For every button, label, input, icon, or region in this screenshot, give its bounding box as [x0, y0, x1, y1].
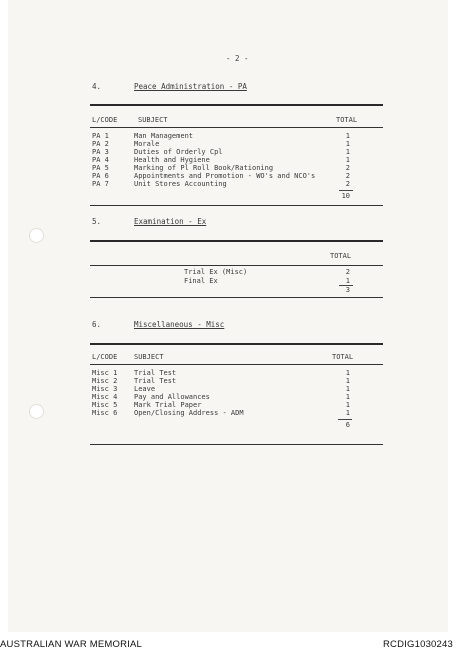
table-cell-subject: Trial Test	[134, 369, 177, 377]
sum-rule	[339, 190, 353, 191]
section-number: 6.	[92, 320, 102, 329]
column-header-code: L/CODE	[92, 116, 118, 124]
table-cell-total: 2	[345, 164, 350, 172]
table-cell-total: 1	[345, 377, 350, 385]
section-number: 4.	[92, 82, 102, 91]
table-cell-total: 2	[345, 180, 350, 188]
table-cell-total: 2	[345, 268, 350, 276]
table-rule	[90, 444, 383, 445]
column-header-total: TOTAL	[330, 252, 352, 260]
table-rule	[90, 240, 383, 242]
table-cell-subject: Morale	[134, 140, 160, 148]
table-rule	[90, 205, 383, 206]
table-cell-total: 1	[345, 369, 350, 377]
section-sum: 10	[341, 192, 350, 200]
table-cell-subject: Marking of Pl Roll Book/Rationing	[134, 164, 274, 172]
table-cell-total: 1	[345, 277, 350, 285]
table-cell-subject: Open/Closing Address - ADM	[134, 409, 244, 417]
sum-rule	[338, 419, 352, 420]
table-cell-code: PA 2	[92, 140, 109, 148]
table-cell-code: Misc 6	[92, 409, 118, 417]
section-number: 5.	[92, 217, 102, 226]
table-cell-code: Misc 3	[92, 385, 118, 393]
section-title: Examination - Ex	[134, 217, 207, 226]
column-header-total: TOTAL	[336, 116, 358, 124]
table-cell-total: 1	[345, 132, 350, 140]
table-cell-subject: Appointments and Promotion - WO's and NCO's	[134, 172, 316, 180]
punch-hole	[29, 404, 44, 419]
table-rule	[90, 297, 383, 298]
table-rule	[90, 265, 383, 266]
table-cell-code: Misc 1	[92, 369, 118, 377]
section-title: Peace Administration - PA	[134, 82, 247, 91]
table-cell-code: PA 1	[92, 132, 109, 140]
table-cell-total: 1	[345, 385, 350, 393]
footer-archive-name: AUSTRALIAN WAR MEMORIAL	[0, 639, 143, 650]
footer-record-id: RCDIG1030243	[383, 639, 453, 650]
table-rule	[90, 104, 383, 106]
page-number: - 2 -	[226, 54, 249, 63]
table-cell-code: PA 6	[92, 172, 109, 180]
table-cell-subject: Man Management	[134, 132, 194, 140]
table-cell-total: 1	[345, 393, 350, 401]
section-title: Miscellaneous - Misc	[134, 320, 225, 329]
table-cell-total: 1	[345, 148, 350, 156]
table-cell-code: Misc 2	[92, 377, 118, 385]
column-header-code: L/CODE	[92, 353, 118, 361]
table-cell-subject: Health and Hygiene	[134, 156, 210, 164]
table-cell-subject: Mark Trial Paper	[134, 401, 202, 409]
table-cell-total: 1	[345, 401, 350, 409]
table-rule	[90, 127, 383, 128]
table-cell-code: PA 7	[92, 180, 109, 188]
column-header-subject: SUBJECT	[138, 116, 168, 124]
table-cell-code: Misc 4	[92, 393, 118, 401]
table-cell-total: 2	[345, 172, 350, 180]
column-header-total: TOTAL	[332, 353, 354, 361]
table-cell-code: PA 3	[92, 148, 109, 156]
section-sum: 6	[345, 421, 350, 429]
table-cell-code: Misc 5	[92, 401, 118, 409]
table-cell-total: 1	[345, 140, 350, 148]
table-cell-code: PA 4	[92, 156, 109, 164]
table-cell-subject: Pay and Allowances	[134, 393, 210, 401]
table-cell-subject: Unit Stores Accounting	[134, 180, 227, 188]
table-cell-subject: Leave	[134, 385, 156, 393]
table-rule	[90, 343, 383, 345]
table-cell-subject: Trial Ex (Misc)	[184, 268, 248, 276]
table-cell-subject: Duties of Orderly Cpl	[134, 148, 223, 156]
table-cell-total: 1	[345, 156, 350, 164]
table-cell-total: 1	[345, 409, 350, 417]
table-cell-code: PA 5	[92, 164, 109, 172]
table-rule	[90, 364, 383, 365]
column-header-subject: SUBJECT	[134, 353, 164, 361]
document-page	[8, 0, 448, 632]
section-sum: 3	[345, 286, 350, 294]
table-cell-subject: Trial Test	[134, 377, 177, 385]
table-cell-subject: Final Ex	[184, 277, 218, 285]
punch-hole	[29, 228, 44, 243]
